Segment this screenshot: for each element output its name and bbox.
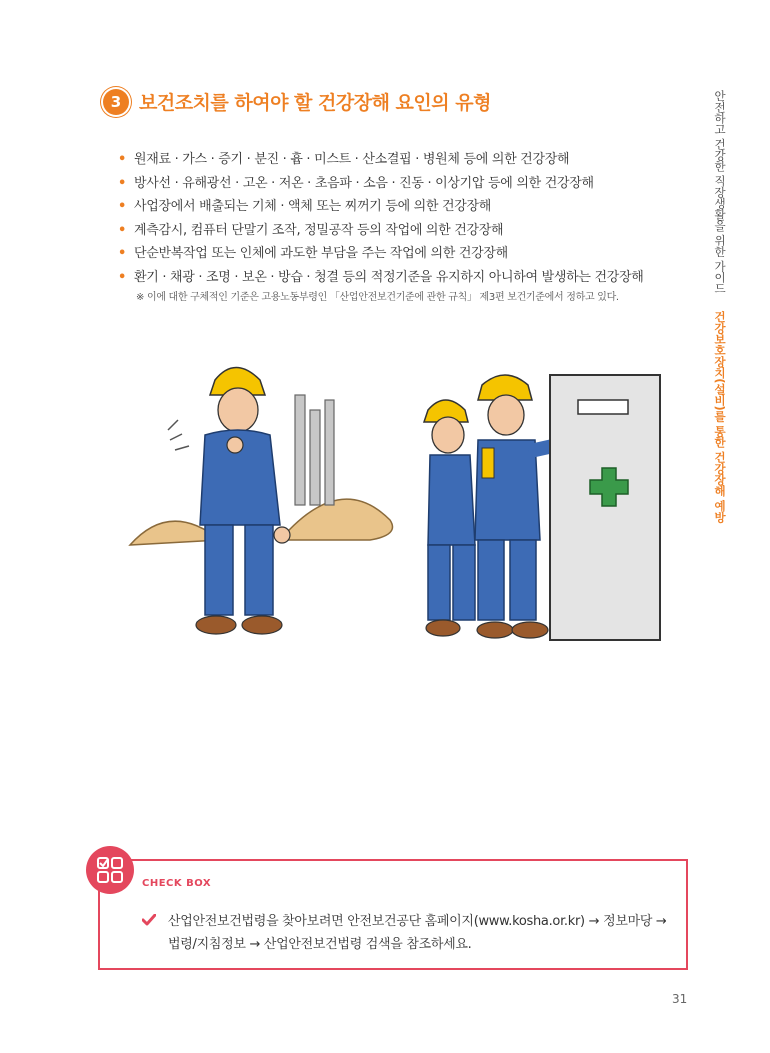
checklist-icon [86,846,134,894]
list-item: • 단순반복작업 또는 인체에 과도한 부담을 주는 작업에 의한 건강장해 [118,246,508,261]
section-title: 보건조치를 하여야 할 건강장해 요인의 유형 [139,92,491,114]
check-mark-icon [142,914,156,926]
coughing-worker [196,368,290,635]
side-running-title [712,90,728,523]
bullet-icon: • [118,222,127,238]
check-box-text: 산업안전보건법령을 찾아보려면 안전보건공단 홈페이지(www.kosha.or.kr) → 정보마당 → 법령/지침정보 → 산업안전보건법령 검색을 참조하세요. [168,914,667,952]
check-box-label: CHECK BOX [142,878,212,889]
workers-illustration [110,340,690,660]
section-heading [103,88,491,115]
side-chapter-title: 건강보호장치(설비)를 통한 건강장해 예방 [713,311,727,523]
page-number: 31 [672,992,688,1006]
bullet-icon: • [118,152,127,167]
section-number-badge: 3 [103,89,129,115]
list-item: • 환기 · 채광 · 조명 · 보온 · 방습 · 청결 등의 적정기준을 유지하지 아니하여 발생하는 건강장해 [118,269,644,285]
bullet-icon: • [118,175,127,191]
footnote: ※ 이에 대한 구체적인 기준은 고용노동부령인 「산업안전보건기준에 관한 규칙」 제3편 보건기준에서 정하고 있다. [136,292,619,303]
bullet-icon: • [118,199,127,214]
list-item: • 사업장에서 배출되는 기체 · 액체 또는 찌꺼기 등에 의한 건강장해 [118,199,492,214]
hazard-list [118,148,644,289]
first-aid-door [550,375,660,640]
side-guide-title: 안전하고 건강한 직장생활을 위한 가이드 [713,90,727,294]
bullet-icon: • [118,246,127,261]
bullet-icon: • [118,269,127,285]
list-item: • 원재료 · 가스 · 증기 · 분진 · 흄 · 미스트 · 산소결핍 · 병원체 등에 의한 건강장해 [118,152,570,167]
list-item: • 계측감시, 컴퓨터 단말기 조작, 정밀공작 등의 작업에 의한 건강장해 [118,222,504,238]
list-item: • 방사선 · 유해광선 · 고온 · 저온 · 초음파 · 소음 · 진동 · 이상기압 등에 의한 건강장해 [118,175,594,191]
